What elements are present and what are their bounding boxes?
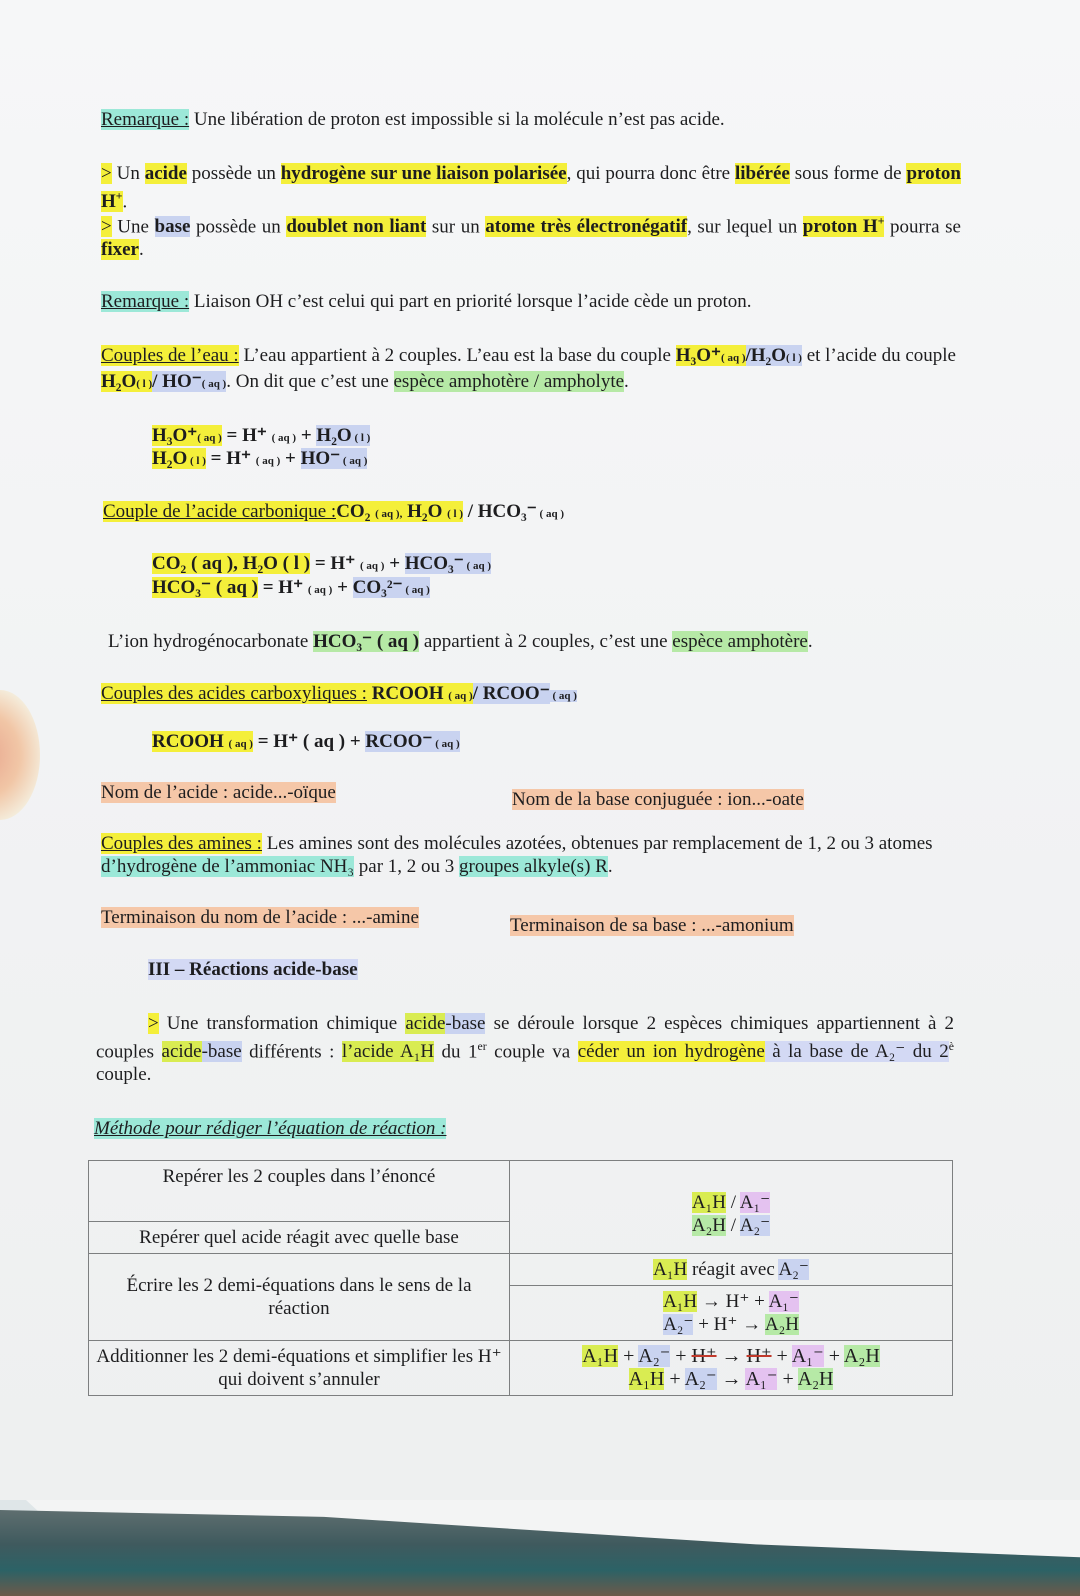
methode-title: Méthode pour rédiger l’équation de réaction : bbox=[94, 1118, 447, 1139]
bullet-base bbox=[101, 210, 961, 261]
term-doublet: doublet non liant bbox=[286, 216, 427, 238]
remarque-text: Une libération de proton est impossible si la molécule n’est pas acide. bbox=[189, 109, 725, 130]
table-row bbox=[89, 1161, 953, 1222]
species: / HO⁻( aq ) bbox=[152, 371, 227, 392]
term-acide: acide bbox=[144, 163, 187, 184]
text: . bbox=[807, 631, 813, 652]
text: sur un bbox=[426, 216, 486, 238]
equation-carboxylique: RCOOH ( aq ) = H⁺ ( aq ) + RCOO⁻ ( aq ) bbox=[152, 731, 460, 752]
result-cell: A₁H / A₁⁻ A₂H / A₂⁻ bbox=[510, 1161, 953, 1254]
section-label: Couples de l’eau : bbox=[101, 345, 239, 366]
text: . bbox=[138, 239, 144, 261]
section-label: Couple de l’acide carbonique : bbox=[103, 501, 337, 522]
section-label: Couples des acides carboxyliques : bbox=[101, 683, 367, 704]
text: par 1, 2 ou 3 bbox=[354, 856, 460, 877]
term-liberee: libérée bbox=[735, 163, 790, 184]
text: , qui pourra donc être bbox=[566, 163, 735, 184]
nom-base-conjuguee: Nom de la base conjuguée : ion...-oate bbox=[512, 789, 804, 810]
section-title-reactions: III – Réactions acide-base bbox=[148, 959, 358, 980]
text: sous forme de bbox=[789, 163, 907, 184]
term-amphotere: espèce amphotère / ampholyte bbox=[393, 371, 625, 392]
equation-carbonique-1: CO₂ ( aq ), H₂O ( l ) = H⁺ ( aq ) + HCO₃⁻ ( aq ) bbox=[152, 553, 491, 574]
bullet-marker: > bbox=[148, 1013, 159, 1034]
term-fixer: fixer bbox=[101, 239, 139, 261]
step-cell: Additionner les 2 demi-équations et simplifier les H⁺ qui doivent s’annuler bbox=[89, 1341, 510, 1396]
species: / RCOO⁻ ( aq ) bbox=[472, 683, 577, 704]
term-proton: proton H+ bbox=[101, 163, 962, 213]
step-cell: Écrire les 2 demi-équations dans le sens de la réaction bbox=[89, 1254, 510, 1341]
text: et l’acide du couple bbox=[801, 345, 956, 366]
text: Une bbox=[111, 216, 155, 238]
terminaison-acide: Terminaison du nom de l’acide : ...-amine bbox=[101, 907, 419, 928]
species: /H₂O( l ) bbox=[745, 345, 802, 366]
remarque-label: Remarque : bbox=[101, 291, 190, 312]
text: Un bbox=[111, 163, 145, 184]
bullet-marker: > bbox=[101, 163, 112, 184]
result-cell: A₁H → H⁺ + A₁⁻ A₂⁻ + H⁺ → A₂H bbox=[510, 1286, 953, 1341]
text: possède un bbox=[186, 163, 281, 184]
text: Les amines sont des molécules azotées, obtenues par remplacement de 1, 2 ou 3 atomes bbox=[261, 833, 933, 854]
species: H₃O⁺( aq ) bbox=[675, 345, 746, 366]
table-row bbox=[89, 1341, 953, 1396]
equation-eau-1: H₃O⁺( aq ) = H⁺ ( aq ) + H₂O ( l ) bbox=[152, 425, 371, 446]
couple-carbonique bbox=[103, 500, 564, 526]
nom-acide: Nom de l’acide : acide...-oïque bbox=[101, 782, 336, 803]
text: . bbox=[607, 856, 613, 877]
remarque-1 bbox=[101, 108, 725, 131]
term-amphotere: espèce amphotère bbox=[672, 631, 808, 652]
binder-edge bbox=[0, 1510, 1080, 1596]
term-base: base bbox=[154, 216, 191, 238]
couples-carboxyliques bbox=[101, 682, 577, 708]
step-cell: Repérer les 2 couples dans l’énoncé bbox=[89, 1161, 510, 1222]
ion-hydrogenocarbonate bbox=[108, 630, 813, 653]
species: / HCO₃⁻ ( aq ) bbox=[463, 501, 564, 522]
text: L’eau appartient à 2 couples. L’eau est la base du couple bbox=[238, 345, 676, 366]
equation-eau-2: H₂O ( l ) = H⁺ ( aq ) + HO⁻ ( aq ) bbox=[152, 448, 368, 469]
bullet-acide bbox=[101, 162, 961, 213]
text: pourra se bbox=[884, 216, 961, 238]
terminaison-base: Terminaison de sa base : ...-amonium bbox=[510, 915, 794, 936]
term-hydrogene: d’hydrogène de l’ammoniac NH₃ bbox=[101, 856, 355, 877]
text: appartient à 2 couples, c’est une bbox=[419, 631, 673, 652]
text: . bbox=[122, 191, 128, 213]
text: . On dit que c’est une bbox=[226, 371, 394, 392]
paragraph-transformation: > Une transformation chimique acide-base se déroule lorsque 2 espèces chimiques appartiennent à 2 couples acide-base différents : l’acide A₁H du 1er couple va céder un ion hydrogène à la base de A₂⁻ du $2^è$ couple. bbox=[96, 1013, 955, 1086]
equation-carbonique-2: HCO₃⁻ ( aq ) = H⁺ ( aq ) + CO₃²⁻ ( aq ) bbox=[152, 577, 430, 598]
table-row bbox=[89, 1254, 953, 1286]
term-proton: proton H+ bbox=[802, 215, 885, 238]
step-cell: Repérer quel acide réagit avec quelle base bbox=[89, 1222, 510, 1254]
bullet-marker: > bbox=[101, 216, 112, 238]
result-cell: A₁H réagit avec A₂⁻ bbox=[510, 1254, 953, 1286]
text: L’ion hydrogénocarbonate bbox=[108, 631, 314, 652]
text: , sur lequel un bbox=[687, 216, 803, 238]
species: CO₂ ( aq ), H₂O ( l ) bbox=[336, 501, 463, 522]
result-cell: A₁H + A₂⁻ + H⁺ → H⁺ + A₁⁻ + A₂H A₁H + A₂⁻ → A₁⁻ + A₂H bbox=[510, 1341, 953, 1396]
couples-amines bbox=[101, 832, 961, 878]
remarque-2 bbox=[101, 290, 752, 313]
species: RCOOH ( aq ) bbox=[366, 683, 473, 704]
text: possède un bbox=[190, 216, 287, 238]
term-atome: atome très électronégatif bbox=[485, 216, 688, 238]
term-hydrogene: hydrogène sur une liaison polarisée bbox=[280, 163, 567, 184]
remarque-label: Remarque : bbox=[101, 109, 190, 130]
species: H₂O( l ) bbox=[101, 371, 153, 392]
method-table bbox=[88, 1160, 953, 1396]
section-label: Couples des amines : bbox=[101, 833, 262, 854]
remarque-text: Liaison OH c’est celui qui part en priorité lorsque l’acide cède un proton. bbox=[189, 291, 752, 312]
term-groupes-alkyle: groupes alkyle(s) R bbox=[459, 856, 608, 877]
couples-eau bbox=[101, 344, 961, 396]
text: . bbox=[624, 371, 629, 392]
species: HCO₃⁻ ( aq ) bbox=[313, 631, 420, 652]
